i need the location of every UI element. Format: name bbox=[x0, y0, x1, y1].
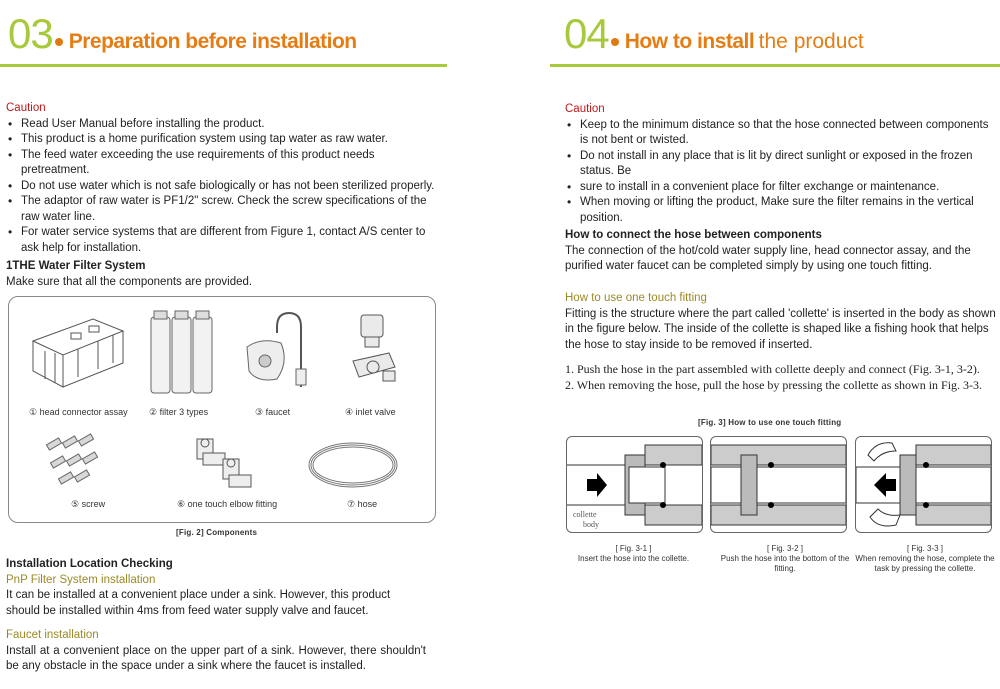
fig-3-1-caption bbox=[566, 544, 701, 564]
component-label: ⑥ one touch elbow fitting bbox=[177, 499, 278, 509]
location-section bbox=[6, 557, 426, 675]
caution-item: • sure to install in a convenient place for filter exchange or maintenance. bbox=[565, 180, 997, 196]
component-label: ③ faucet bbox=[255, 407, 291, 417]
section-title-b: the product bbox=[758, 30, 864, 53]
caution-heading: Caution bbox=[565, 103, 605, 115]
right-page bbox=[550, 0, 1000, 689]
fig2-caption: [Fig. 2] Components bbox=[176, 528, 258, 537]
faucet-text: Install at a convenient place on the upper part of a sink. However, there shouldn't be any obstacle in the space under a sink where the faucet is installed. bbox=[6, 644, 426, 672]
section-number: 04 bbox=[564, 10, 609, 57]
fig-text: Insert the hose into the collette. bbox=[577, 554, 690, 563]
caution-list bbox=[565, 118, 997, 227]
component-label: ② filter 3 types bbox=[149, 407, 209, 417]
header-rule bbox=[0, 64, 447, 67]
fig-3-3-caption bbox=[855, 544, 995, 574]
section-header-04 bbox=[564, 10, 864, 58]
caution-section bbox=[565, 102, 997, 226]
section-header-03 bbox=[8, 10, 357, 58]
fig-label: [ Fig. 3-2 ] bbox=[766, 544, 803, 553]
location-heading: Installation Location Checking bbox=[6, 558, 173, 570]
fig-3-3-image bbox=[855, 436, 992, 533]
header-rule bbox=[550, 64, 1000, 67]
caution-item: • Read User Manual before installing the product. bbox=[6, 117, 446, 133]
system-section bbox=[6, 259, 446, 290]
header-dot bbox=[55, 38, 63, 46]
connect-section bbox=[565, 228, 997, 275]
head-connector-image bbox=[23, 311, 133, 393]
component-label: ⑦ hose bbox=[347, 499, 378, 509]
fig-text: When removing the hose, complete the task by pressing the collette. bbox=[855, 554, 995, 573]
components-box bbox=[8, 296, 436, 523]
elbow-fitting-image bbox=[189, 433, 259, 493]
fig-3-1-image bbox=[566, 436, 703, 533]
caution-section bbox=[6, 101, 446, 256]
caution-item: • This product is a home purification system using tap water as raw water. bbox=[6, 132, 446, 148]
fitting-text: Fitting is the structure where the part called 'collette' is inserted in the body as shown in the figure below. The inside of the collette is shaped like a fishing hook that helps the hose to stay inside to be removed if inserted. bbox=[565, 307, 996, 351]
screws-image bbox=[43, 433, 103, 489]
caution-item: • The adaptor of raw water is PF1/2" screw. Check the screw specifications of the raw water line. bbox=[6, 194, 446, 225]
caution-item: • Do not use water which is not safe biologically or has not been sterilized properly. bbox=[6, 179, 446, 195]
fig-3-2-image bbox=[710, 436, 847, 533]
caution-item: • For water service systems that are different from Figure 1, contact A/S center to ask help for installation. bbox=[6, 225, 446, 256]
header-dot bbox=[611, 38, 619, 46]
section-title-a: How to install bbox=[624, 30, 755, 53]
pnp-subheading: PnP Filter System installation bbox=[6, 573, 156, 586]
component-label: ⑤ screw bbox=[71, 499, 106, 509]
pnp-text: It can be installed at a convenient place under a sink. However, this product should be installed within 4ms from feed water supply valve and faucet. bbox=[6, 589, 391, 617]
connect-text: The connection of the hot/cold water supply line, head connector assay, and the purified water faucet can be completed simply by using one touch fitting. bbox=[565, 244, 971, 272]
fitting-step-2: 2. When removing the hose, pull the hose by pressing the collette as shown in Fig. 3-3. bbox=[565, 377, 983, 392]
caution-item: • Do not install in any place that is lit by direct sunlight or exposed in the frozen status. Be bbox=[565, 149, 997, 180]
caution-item: • The feed water exceeding the use requirements of this product needs pretreatment. bbox=[6, 148, 446, 179]
fitting-step-1: 1. Push the hose in the part assembled with collette deeply and connect (Fig. 3-1, 3-2). bbox=[565, 362, 980, 376]
fig-text: Push the hose into the bottom of the fitting. bbox=[720, 554, 850, 573]
left-page bbox=[0, 0, 450, 689]
section-number: 03 bbox=[8, 10, 53, 57]
faucet-subheading: Faucet installation bbox=[6, 629, 99, 641]
collette-label: collette bbox=[573, 510, 597, 519]
component-label: ④ inlet valve bbox=[345, 407, 396, 417]
fitting-section bbox=[565, 291, 997, 393]
system-text: Make sure that all the components are provided. bbox=[6, 275, 253, 288]
fig-3-2-caption bbox=[710, 544, 860, 574]
connect-heading: How to connect the hose between components bbox=[565, 229, 822, 241]
caution-heading: Caution bbox=[6, 102, 46, 114]
fig3-caption: [Fig. 3] How to use one touch fitting bbox=[698, 418, 842, 427]
caution-item: • When moving or lifting the product, Make sure the filter remains in the vertical position. bbox=[565, 195, 997, 226]
inlet-valve-image bbox=[339, 311, 409, 395]
fig-label: [ Fig. 3-3 ] bbox=[906, 544, 943, 553]
filters-image bbox=[147, 309, 217, 397]
faucet-image bbox=[241, 307, 321, 397]
fitting-heading: How to use one touch fitting bbox=[565, 292, 707, 304]
body-label: body bbox=[583, 520, 599, 529]
section-title: Preparation before installation bbox=[68, 30, 357, 53]
hose-image bbox=[303, 437, 403, 493]
caution-item: • Keep to the minimum distance so that the hose connected between components is not bent or twisted. bbox=[565, 118, 997, 149]
fig-label: [ Fig. 3-1 ] bbox=[615, 544, 652, 553]
system-heading: 1THE Water Filter System bbox=[6, 260, 146, 272]
component-label: ① head connector assay bbox=[29, 407, 128, 417]
caution-list bbox=[6, 117, 446, 257]
